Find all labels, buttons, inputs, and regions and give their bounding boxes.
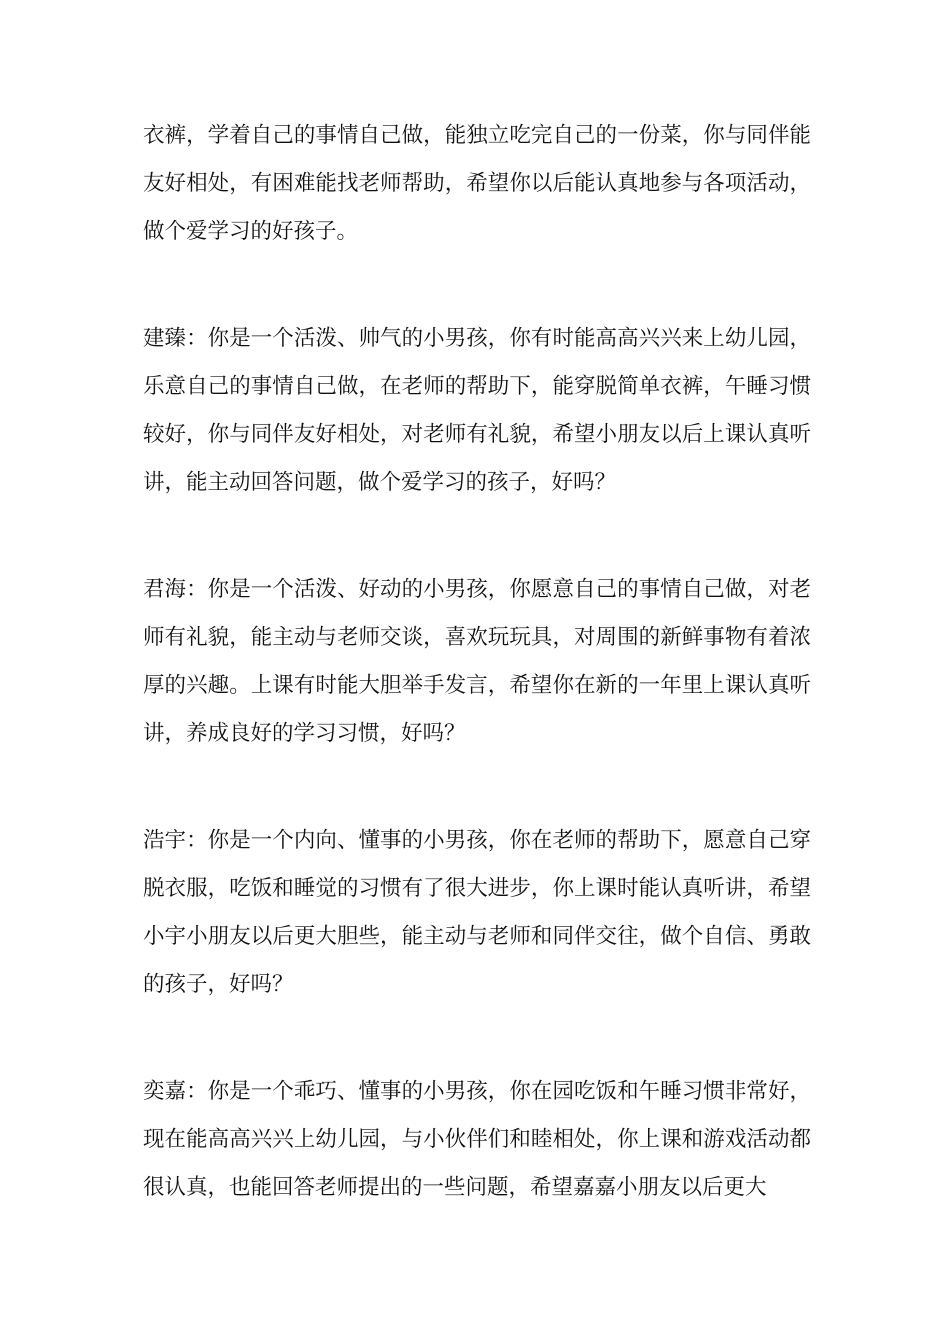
paragraph-continued: 衣裤，学着自己的事情自己做，能独立吃完自己的一份菜，你与同伴能友好相处，有困难能找老师帮助，希望你以后能认真地参与各项活动，做个爱学习的好孩子。: [143, 123, 811, 244]
paragraph-junhai: 君海：你是一个活泼、好动的小男孩，你愿意自己的事情自己做，对老师有礼貌，能主动与老师交谈，喜欢玩玩具，对周围的新鲜事物有着浓厚的兴趣。上课有时能大胆举手发言，希望你在新的一年里上课认真听讲，养成良好的学习习惯，好吗？: [143, 577, 811, 746]
paragraph-haoyu: 浩宇：你是一个内向、懂事的小男孩，你在老师的帮助下，愿意自己穿脱衣服，吃饭和睡觉的习惯有了很大进步，你上课时能认真听讲，希望小宇小朋友以后更大胆些，能主动与老师和同伴交往，做个自信、勇敢的孩子，好吗？: [143, 828, 811, 997]
paragraph-jianzhen: 建臻：你是一个活泼、帅气的小男孩，你有时能高高兴兴来上幼儿园，乐意自己的事情自己做，在老师的帮助下，能穿脱简单衣裤，午睡习惯较好，你与同伴友好相处，对老师有礼貌，希望小朋友以后上课认真听讲，能主动回答问题，做个爱学习的孩子，好吗？: [143, 326, 811, 495]
paragraph-yijia: 奕嘉：你是一个乖巧、懂事的小男孩，你在园吃饭和午睡习惯非常好，现在能高高兴兴上幼儿园，与小伙伴们和睦相处，你上课和游戏活动都很认真，也能回答老师提出的一些问题，希望嘉嘉小朋友以后更大: [143, 1079, 811, 1200]
document-body: [143, 112, 811, 1271]
